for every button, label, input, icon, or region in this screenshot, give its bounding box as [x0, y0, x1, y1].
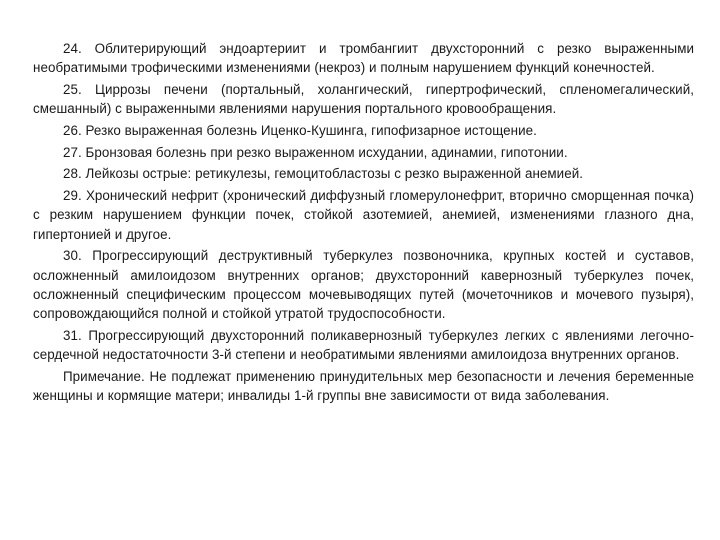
document-page [33, 39, 694, 408]
paragraph-item-31: 31. Прогрессирующий двухсторонний поликавернозный туберкулез легких с явлениями легочно-сердечной недостаточности 3-й степени и необратимыми явлениями амилоидоза внутренних органов. [33, 327, 694, 363]
paragraph-item-26: 26. Резко выраженная болезнь Иценко-Кушинга, гипофизарное истощение. [63, 122, 537, 138]
paragraph-item-24: 24. Облитерирующий эндоартериит и тромбангиит двухсторонний с резко выраженными необратимыми трофическими изменениями (некроз) и полным нарушением функций конечностей. [33, 41, 694, 76]
paragraph-item-30: 30. Прогрессирующий деструктивный туберкулез позвоночника, крупных костей и суставов, осложненный амилоидозом внутренних органов; двухсторонний кавернозный туберкулез почек, осложненный специфическим процессом мочевыводящих путей (мочеточников и мочевого пузыря), сопровождающийся полной и стойкой утратой трудоспособности. [33, 248, 694, 322]
paragraph-note: Примечание. Не подлежат применению принудительных мер безопасности и лечения беременные женщины и кормящие матери; инвалиды 1-й группы вне зависимости от вида заболевания. [33, 368, 694, 404]
paragraph-item-28: 28. Лейкозы острые: ретикулезы, гемоцитобластозы с резко выраженной анемией. [63, 166, 584, 182]
paragraph-item-29: 29. Хронический нефрит (хронический диффузный гломерулонефрит, вторично сморщенная почка) с резким нарушением функции почек, стойкой азотемией, анемией, изменениями глазного дна, гипертонией и другое. [33, 188, 694, 242]
paragraph-item-25: 25. Циррозы печени (портальный, холангический, гипертрофический, спленомегалический, смешанный) с выраженными явлениями нарушения портального кровообращения. [33, 81, 694, 117]
paragraph-item-27: 27. Бронзовая болезнь при резко выраженном исхудании, адинамии, гипотонии. [63, 144, 568, 160]
